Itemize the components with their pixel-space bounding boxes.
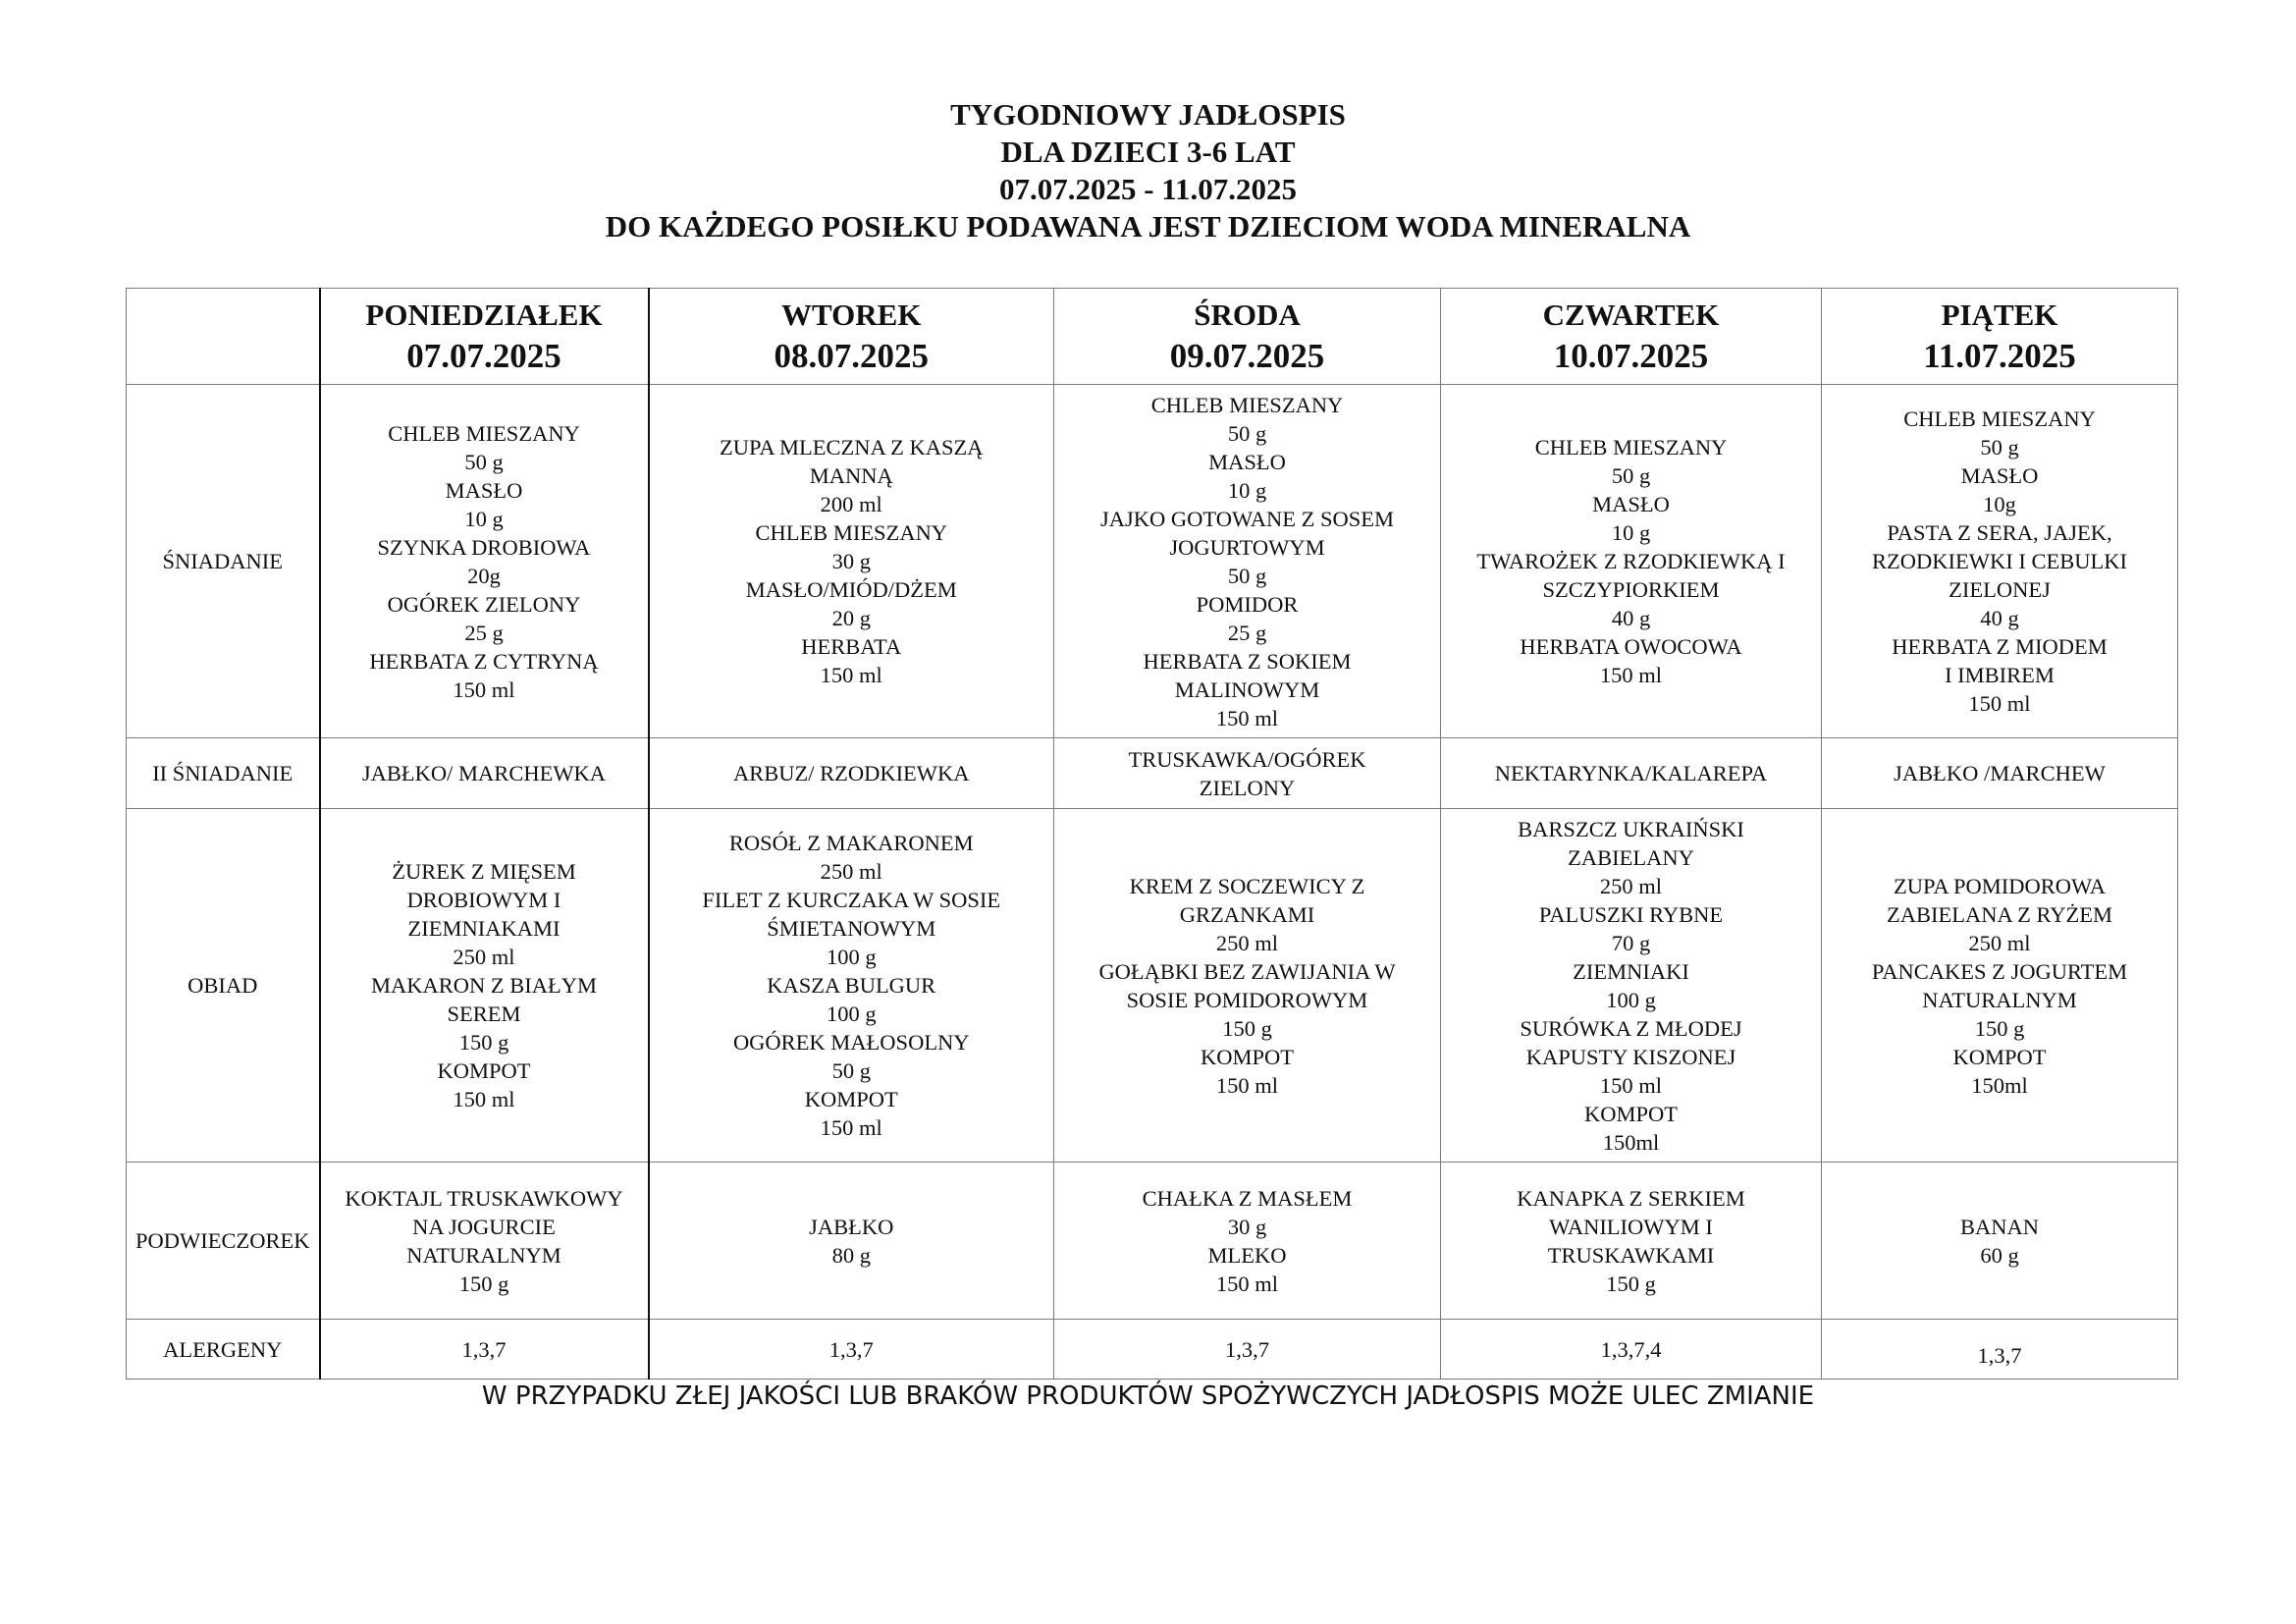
menu-item-line: 150 g xyxy=(1606,1271,1656,1296)
menu-item-line: SZCZYPIORKIEM xyxy=(1542,577,1720,602)
menu-item-line: KASZA BULGUR xyxy=(767,973,936,998)
date-range: 07.07.2025 - 11.07.2025 xyxy=(998,172,1298,206)
menu-item-line: 20g xyxy=(467,563,501,588)
meal-row xyxy=(127,738,2178,809)
menu-cell xyxy=(649,385,1054,738)
menu-cell xyxy=(649,1163,1054,1320)
day-header: ŚRODA 09.07.2025 xyxy=(1054,289,1441,385)
menu-item-line: 250 ml xyxy=(453,945,515,969)
menu-item-line: CHLEB MIESZANY xyxy=(755,520,948,545)
menu-cell xyxy=(1054,809,1441,1163)
menu-item-line: 10g xyxy=(1983,492,2016,516)
menu-cell xyxy=(1441,385,1822,738)
menu-item-line: 30 g xyxy=(831,549,871,573)
allergen-cell: 1,3,7 xyxy=(649,1320,1054,1380)
menu-item-line: 150 ml xyxy=(453,677,515,702)
subtitle-age-group: DLA DZIECI 3-6 LAT xyxy=(1000,135,1296,169)
menu-item-line: ZUPA POMIDOROWA xyxy=(1893,873,2107,898)
menu-table xyxy=(126,288,2178,1380)
menu-cell xyxy=(1822,1163,2178,1320)
water-note: DO KAŻDEGO POSIŁKU PODAWANA JEST DZIECIOM WODA MINERALNA xyxy=(605,209,1691,244)
menu-item-line: KOMPOT xyxy=(437,1058,531,1083)
menu-item-line: 150 ml xyxy=(820,1115,882,1140)
menu-item-line: ŚMIETANOWYM xyxy=(767,916,936,941)
menu-item-line: MASŁO/MIÓD/DŻEM xyxy=(745,577,957,602)
menu-cell xyxy=(1054,738,1441,809)
menu-cell xyxy=(1822,809,2178,1163)
menu-item-line: 150ml xyxy=(1602,1129,1660,1155)
menu-item-line: NEKTARYNKA/KALAREPA xyxy=(1494,761,1768,785)
menu-item-line: CHLEB MIESZANY xyxy=(1150,392,1344,417)
menu-item-line: 150 g xyxy=(1222,1015,1272,1041)
menu-item-line: 150 g xyxy=(458,1271,509,1296)
menu-item-line: ZUPA MLECZNA Z KASZĄ xyxy=(719,435,984,460)
menu-item-line: KOMPOT xyxy=(804,1087,898,1111)
menu-item-line: MALINOWYM xyxy=(1174,677,1320,702)
menu-item-line: 30 g xyxy=(1227,1214,1267,1239)
menu-item-line: NA JOGURCIE xyxy=(412,1214,556,1239)
menu-item-line: KOMPOT xyxy=(1952,1044,2047,1069)
menu-item-line: SEREM xyxy=(447,1001,521,1026)
menu-cell xyxy=(1822,385,2178,738)
menu-item-line: GOŁĄBKI BEZ ZAWIJANIA W xyxy=(1098,958,1396,984)
menu-item-line: 200 ml xyxy=(820,492,882,516)
menu-item-line: 50 g xyxy=(1980,435,2019,460)
menu-item-line: KOMPOT xyxy=(1200,1044,1294,1069)
meal-row xyxy=(127,1163,2178,1320)
menu-item-line: I IMBIREM xyxy=(1945,663,2055,687)
meal-row xyxy=(127,385,2178,738)
menu-item-line: PASTA Z SERA, JAJEK, xyxy=(1887,520,2112,545)
menu-item-line: HERBATA Z CYTRYNĄ xyxy=(369,648,599,674)
menu-cell xyxy=(649,809,1054,1163)
menu-cell xyxy=(1054,385,1441,738)
menu-item-line: 150 ml xyxy=(453,1087,515,1111)
menu-item-line: 150 g xyxy=(1974,1015,2025,1041)
menu-item-line: 80 g xyxy=(831,1242,871,1268)
menu-item-line: SOSIE POMIDOROWYM xyxy=(1126,987,1368,1012)
day-header: PIĄTEK 11.07.2025 xyxy=(1822,289,2178,385)
menu-item-line: JABŁKO/ MARCHEWKA xyxy=(361,761,607,785)
day-header: PONIEDZIAŁEK 07.07.2025 xyxy=(320,289,649,385)
day-header: CZWARTEK 10.07.2025 xyxy=(1441,289,1822,385)
menu-item-line: 50 g xyxy=(1611,463,1651,488)
allergen-cell: 1,3,7,4 xyxy=(1441,1320,1822,1380)
menu-item-line: 10 g xyxy=(1611,520,1651,545)
menu-item-line: FILET Z KURCZAKA W SOSIE xyxy=(702,888,1001,912)
menu-item-line: 150 ml xyxy=(1215,1271,1279,1296)
menu-item-line: 100 g xyxy=(826,1001,877,1026)
meal-label: ŚNIADANIE xyxy=(127,385,320,738)
menu-item-line: 250 ml xyxy=(1968,930,2031,955)
menu-cell xyxy=(320,809,649,1163)
menu-item-line: 40 g xyxy=(1980,606,2019,630)
menu-item-line: 20 g xyxy=(831,606,871,630)
menu-item-line: MASŁO xyxy=(445,477,523,503)
menu-item-line: KOMPOT xyxy=(1583,1101,1678,1126)
menu-item-line: MASŁO xyxy=(1208,449,1286,474)
menu-item-line: 250 ml xyxy=(820,859,882,884)
menu-item-line: 25 g xyxy=(464,620,504,645)
corner-cell xyxy=(127,289,320,385)
allergen-row xyxy=(127,1320,2178,1380)
day-header-row xyxy=(127,289,2178,385)
allergen-cell: 1,3,7 xyxy=(320,1320,649,1380)
menu-item-line: CHLEB MIESZANY xyxy=(1903,406,2096,431)
menu-cell xyxy=(320,738,649,809)
allergen-cell: 1,3,7 xyxy=(1822,1320,2178,1380)
menu-item-line: 60 g xyxy=(1980,1242,2019,1268)
menu-item-line: BANAN xyxy=(1959,1214,2039,1239)
quality-disclaimer: W PRZYPADKU ZŁEJ JAKOŚCI LUB BRAKÓW PRODUKTÓW SPOŻYWCZYCH JADŁOSPIS MOŻE ULEC ZMIANIE xyxy=(481,1381,1815,1411)
menu-item-line: 10 g xyxy=(464,506,504,531)
menu-cell xyxy=(320,1163,649,1320)
meal-label: II ŚNIADANIE xyxy=(127,738,320,809)
menu-item-line: OGÓREK ZIELONY xyxy=(387,591,581,617)
menu-item-line: 100 g xyxy=(826,945,877,969)
day-header: WTOREK 08.07.2025 xyxy=(649,289,1054,385)
menu-item-line: PALUSZKI RYBNE xyxy=(1538,901,1724,927)
menu-item-line: 40 g xyxy=(1611,606,1651,630)
menu-cell xyxy=(649,738,1054,809)
menu-item-line: SURÓWKA Z MŁODEJ xyxy=(1520,1015,1742,1041)
menu-item-line: POMIDOR xyxy=(1196,591,1299,617)
menu-item-line: NATURALNYM xyxy=(406,1242,561,1268)
menu-item-line: 150 ml xyxy=(820,663,882,687)
menu-item-line: CHLEB MIESZANY xyxy=(388,420,580,446)
menu-item-line: HERBATA xyxy=(801,634,902,659)
menu-item-line: ROSÓŁ Z MAKARONEM xyxy=(728,831,974,855)
menu-item-line: KANAPKA Z SERKIEM xyxy=(1517,1185,1745,1211)
menu-item-line: KAPUSTY KISZONEJ xyxy=(1525,1044,1736,1069)
menu-item-line: 50 g xyxy=(1227,420,1267,446)
menu-item-line: ŻUREK Z MIĘSEM xyxy=(392,859,576,884)
document-header xyxy=(0,96,2296,245)
menu-item-line: DROBIOWYM I xyxy=(406,888,561,912)
menu-item-line: 150 ml xyxy=(1599,663,1663,687)
menu-item-line: 50 g xyxy=(464,449,504,474)
menu-item-line: 150ml xyxy=(1971,1072,2028,1098)
menu-item-line: 250 ml xyxy=(1215,930,1279,955)
menu-cell xyxy=(1441,1163,1822,1320)
menu-item-line: GRZANKAMI xyxy=(1179,901,1315,927)
menu-item-line: JAJKO GOTOWANE Z SOSEM xyxy=(1100,506,1394,531)
menu-item-line: MASŁO xyxy=(1592,492,1670,516)
menu-item-line: 70 g xyxy=(1611,930,1651,955)
menu-item-line: 150 ml xyxy=(1215,1072,1279,1098)
menu-item-line: KREM Z SOCZEWICY Z xyxy=(1129,873,1365,898)
menu-cell xyxy=(1441,738,1822,809)
menu-item-line: HERBATA Z MIODEM xyxy=(1892,634,2108,659)
menu-item-line: MLEKO xyxy=(1207,1242,1287,1268)
meal-label: OBIAD xyxy=(127,809,320,1163)
meal-row xyxy=(127,809,2178,1163)
menu-item-line: CHLEB MIESZANY xyxy=(1534,435,1728,460)
menu-item-line: 50 g xyxy=(831,1058,871,1083)
menu-item-line: ZABIELANA Z RYŻEM xyxy=(1887,901,2112,927)
menu-item-line: TRUSKAWKAMI xyxy=(1547,1242,1715,1268)
menu-item-line: 150 ml xyxy=(1968,691,2031,716)
menu-item-line: PANCAKES Z JOGURTEM xyxy=(1871,958,2128,984)
menu-item-line: JOGURTOWYM xyxy=(1169,534,1325,560)
menu-item-line: ZABIELANY xyxy=(1568,844,1694,870)
menu-item-line: HERBATA OWOCOWA xyxy=(1520,634,1742,659)
menu-item-line: MANNĄ xyxy=(809,463,893,488)
menu-item-line: MAKARON Z BIAŁYM xyxy=(371,973,597,998)
menu-item-line: SZYNKA DROBIOWA xyxy=(377,534,591,560)
menu-item-line: ZIELONY xyxy=(1199,775,1296,800)
menu-cell xyxy=(1822,738,2178,809)
menu-item-line: 150 ml xyxy=(1599,1072,1663,1098)
menu-item-line: ZIEMNIAKAMI xyxy=(407,916,561,941)
menu-item-line: MASŁO xyxy=(1960,463,2039,488)
allergen-cell: 1,3,7 xyxy=(1054,1320,1441,1380)
menu-item-line: RZODKIEWKI I CEBULKI xyxy=(1872,549,2127,573)
menu-item-line: 150 ml xyxy=(1215,705,1279,731)
menu-cell xyxy=(1054,1163,1441,1320)
menu-item-line: 25 g xyxy=(1227,620,1267,645)
menu-item-line: 250 ml xyxy=(1599,873,1663,898)
menu-item-line: JABŁKO xyxy=(809,1214,894,1239)
menu-item-line: CHAŁKA Z MASŁEM xyxy=(1142,1185,1353,1211)
menu-item-line: BARSZCZ UKRAIŃSKI xyxy=(1518,816,1744,841)
menu-item-line: 150 g xyxy=(458,1030,509,1055)
title: TYGODNIOWY JADŁOSPIS xyxy=(950,97,1346,132)
menu-item-line: TRUSKAWKA/OGÓREK xyxy=(1128,746,1366,772)
meal-label: PODWIECZOREK xyxy=(127,1163,320,1320)
menu-cell xyxy=(1441,809,1822,1163)
menu-item-line: ARBUZ/ RZODKIEWKA xyxy=(732,761,970,785)
menu-item-line: 10 g xyxy=(1227,477,1267,503)
menu-item-line: NATURALNYM xyxy=(1922,987,2077,1012)
menu-item-line: HERBATA Z SOKIEM xyxy=(1143,648,1352,674)
menu-item-line: ZIELONEJ xyxy=(1949,577,2051,602)
menu-item-line: TWAROŻEK Z RZODKIEWKĄ I xyxy=(1476,549,1786,573)
menu-item-line: 50 g xyxy=(1227,563,1267,588)
menu-item-line: OGÓREK MAŁOSOLNY xyxy=(732,1030,970,1055)
menu-item-line: JABŁKO /MARCHEW xyxy=(1894,761,2106,785)
allergen-label: ALERGENY xyxy=(127,1320,320,1380)
menu-item-line: KOKTAJL TRUSKAWKOWY xyxy=(345,1185,623,1211)
menu-cell xyxy=(320,385,649,738)
menu-item-line: WANILIOWYM I xyxy=(1549,1214,1713,1239)
menu-item-line: ZIEMNIAKI xyxy=(1573,958,1689,984)
menu-item-line: 100 g xyxy=(1606,987,1656,1012)
